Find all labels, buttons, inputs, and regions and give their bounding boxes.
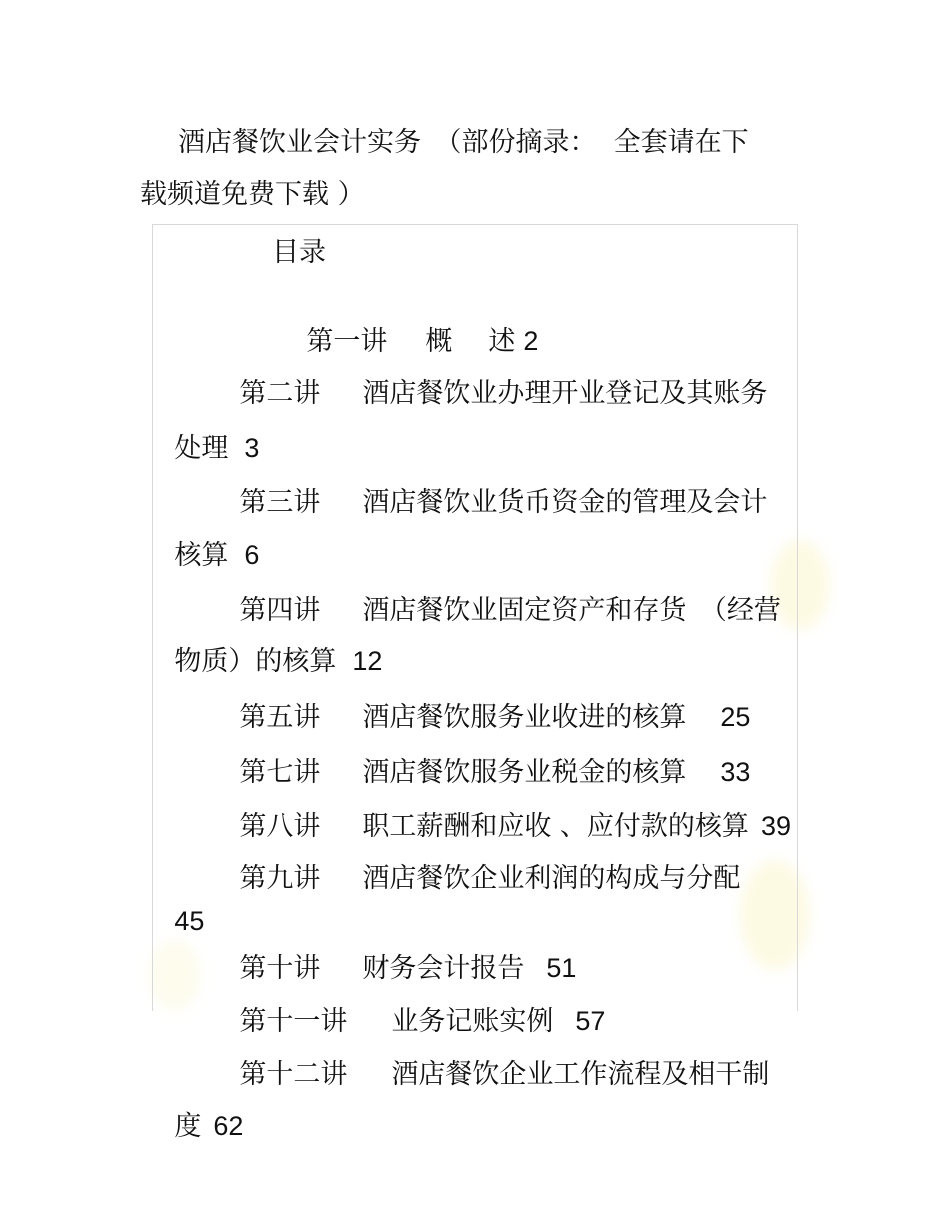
toc-subject: 酒店餐饮业货币资金的管理及会计 xyxy=(362,487,768,518)
toc-page-number: 25 xyxy=(720,702,751,732)
toc-subject: 酒店餐饮企业工作流程及相干制 xyxy=(391,1059,770,1090)
toc-lecture: 第八讲 xyxy=(239,811,321,842)
toc-subject: 酒店餐饮服务业税金的核算 xyxy=(362,757,687,788)
toc-entry xyxy=(205,1024,769,1126)
toc-lecture: 第三讲 xyxy=(239,487,321,518)
toc-page-number: 33 xyxy=(720,757,751,787)
toc-page-number: 6 xyxy=(244,540,260,570)
toc-entry xyxy=(205,828,740,930)
toc-entry-continuation xyxy=(140,870,204,973)
toc-lecture: 第一讲 xyxy=(306,326,388,357)
toc-heading: 目录 xyxy=(272,237,326,268)
toc-subject: 述 xyxy=(488,326,516,357)
toc-page-number: 57 xyxy=(575,1006,606,1036)
document-title-line-2: 载频道免费下载 ） xyxy=(140,179,365,210)
toc-entry xyxy=(205,452,767,554)
toc-subject-cont: 度 xyxy=(174,1111,202,1142)
toc-subject-cont: 处理 xyxy=(174,433,229,464)
toc-subject: 酒店餐饮业办理开业登记及其账务 xyxy=(362,378,768,409)
toc-subject: 概 xyxy=(425,326,453,357)
toc-page-number: 45 xyxy=(174,906,205,936)
toc-subject-cont: 物质）的核算 xyxy=(174,646,337,677)
toc-page-number: 39 xyxy=(760,811,791,841)
toc-entry-continuation xyxy=(140,1075,243,1178)
document-title-line-1: 酒店餐饮业会计实务 （部份摘录： 全套请在下 xyxy=(178,127,749,158)
toc-page-number: 51 xyxy=(546,953,577,983)
toc-page-number: 2 xyxy=(523,326,539,356)
toc-subject: 酒店餐饮服务业收进的核算 xyxy=(362,702,687,733)
toc-lecture: 第四讲 xyxy=(239,595,321,626)
toc-lecture: 第十一讲 xyxy=(239,1006,348,1037)
toc-page-number: 12 xyxy=(352,646,383,676)
toc-lecture: 第十二讲 xyxy=(239,1059,348,1090)
toc-subject: 酒店餐饮企业利润的构成与分配 xyxy=(362,863,741,894)
toc-lecture: 第二讲 xyxy=(239,378,321,409)
toc-subject: 酒店餐饮业固定资产和存货 （经营 xyxy=(362,595,781,626)
toc-entry xyxy=(205,343,767,445)
toc-lecture: 第七讲 xyxy=(239,757,321,788)
toc-page-number: 3 xyxy=(244,433,260,463)
toc-subject: 业务记账实例 xyxy=(391,1006,554,1037)
toc-subject-cont: 核算 xyxy=(174,540,229,571)
toc-page-number: 62 xyxy=(213,1111,244,1141)
toc-lecture: 第五讲 xyxy=(239,702,321,733)
toc-lecture: 第九讲 xyxy=(239,863,321,894)
toc-subject: 财务会计报告 xyxy=(362,953,525,984)
toc-lecture: 第十讲 xyxy=(239,953,321,984)
toc-subject: 职工薪酬和应收 、应付款的核算 xyxy=(362,811,749,842)
